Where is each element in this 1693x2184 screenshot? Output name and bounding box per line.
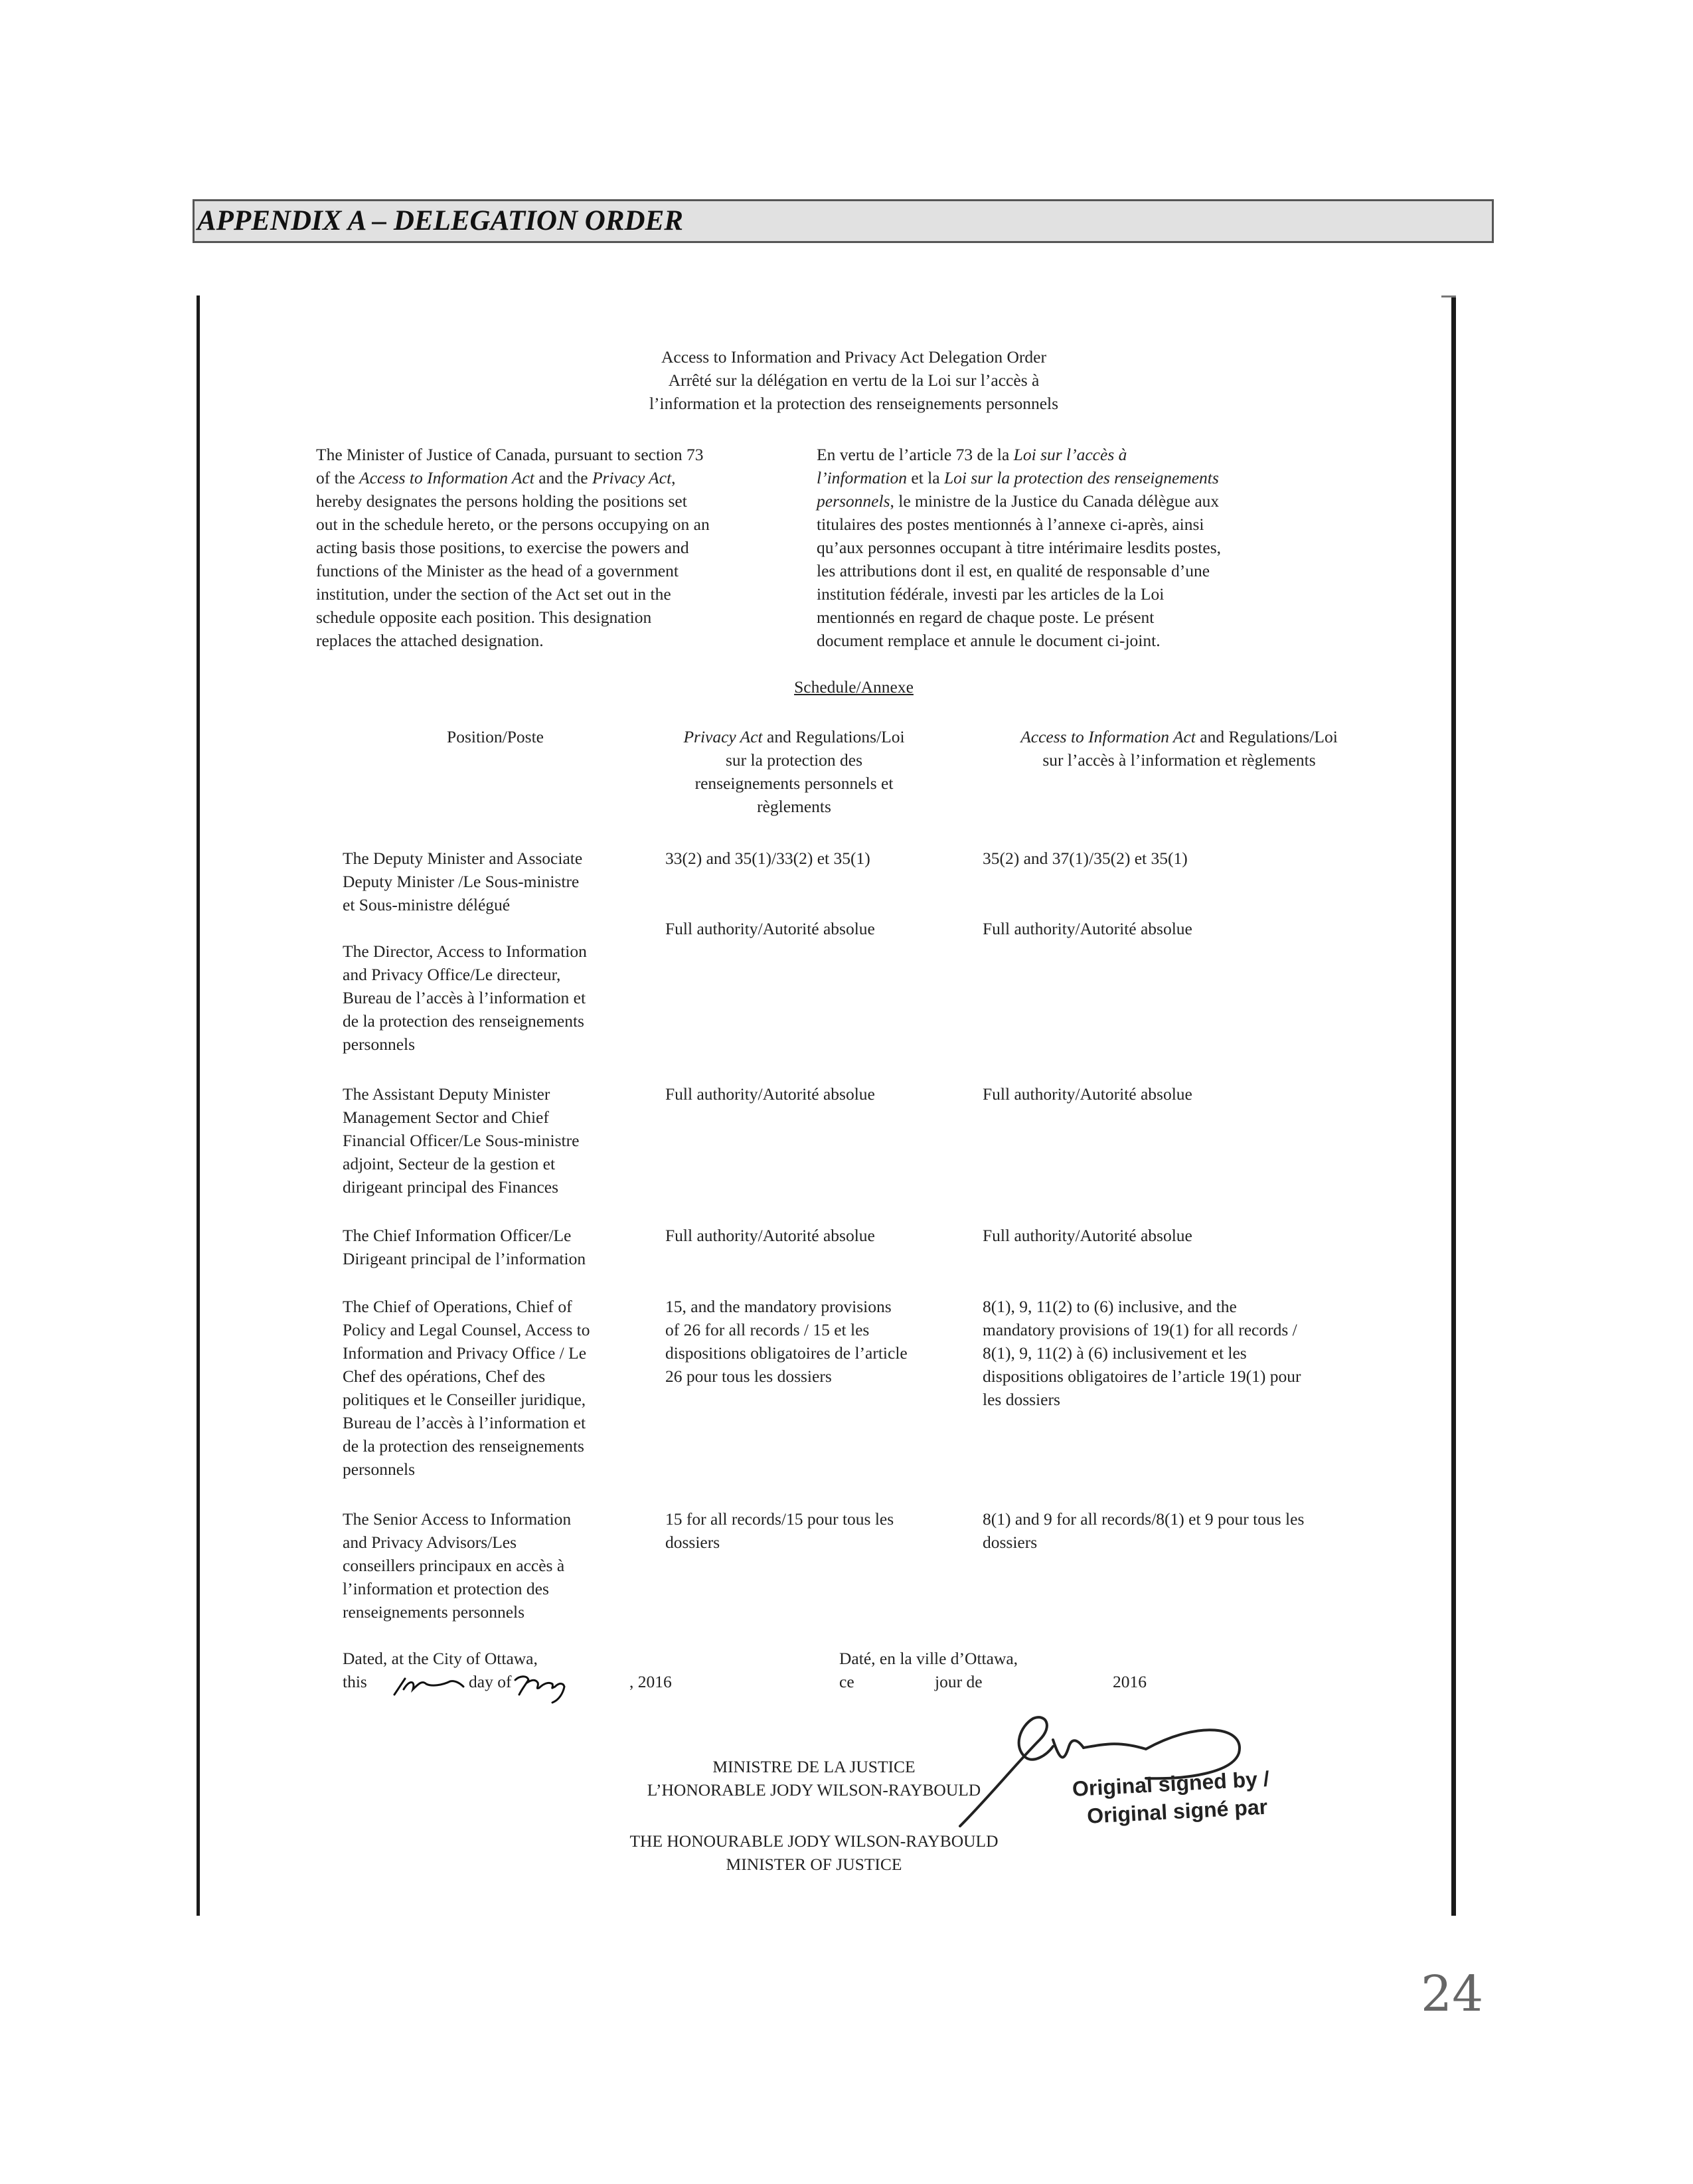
dated-en-line: Dated, at the City of Ottawa, (343, 1649, 538, 1668)
english-line-part: Privacy Act (592, 468, 672, 487)
header-privacy-line: sur la protection des (725, 750, 863, 770)
position-line: personnels (343, 1035, 416, 1054)
dated-fr-ce: ce (839, 1672, 854, 1691)
access-cell: Full authority/Autorité absolue (983, 919, 1192, 938)
signatory-title-fr: MINISTRE DE LA JUSTICE (712, 1757, 916, 1776)
english-line (316, 466, 676, 490)
privacy-cell: Full authority/Autorité absolue (665, 1226, 875, 1245)
access-cell: mandatory provisions of 19(1) for all records / (983, 1320, 1297, 1339)
position-line: Bureau de l’accès à l’information et (343, 988, 586, 1007)
header-privacy-part: and Regulations/Loi (762, 727, 905, 746)
header-privacy-line: renseignements personnels et (694, 774, 894, 793)
position-line: The Senior Access to Information (343, 1509, 572, 1529)
header-access-line: sur l’accès à l’information et règlements (1042, 750, 1316, 770)
scan-border-left (197, 295, 200, 1916)
position-line: The Deputy Minister and Associate (343, 849, 583, 868)
french-line (817, 489, 1219, 513)
french-line: mentionnés en regard de chaque poste. Le présent (817, 608, 1155, 627)
position-line: The Chief of Operations, Chief of (343, 1297, 572, 1316)
scan-border-right (1451, 295, 1456, 1916)
dated-en-year: , 2016 (629, 1672, 672, 1691)
access-cell: 8(1), 9, 11(2) to (6) inclusive, and the (983, 1297, 1237, 1316)
stamp-line-2: Original signé par (1086, 1794, 1268, 1828)
english-line: The Minister of Justice of Canada, pursuant to section 73 (316, 445, 704, 464)
position-line: conseillers principaux en accès à (343, 1556, 565, 1575)
privacy-cell: dispositions obligatoires de l’article (665, 1343, 908, 1363)
position-line: Financial Officer/Le Sous-ministre (343, 1131, 580, 1150)
position-line: et Sous-ministre délégué (343, 895, 511, 914)
position-line: de la protection des renseignements (343, 1011, 584, 1031)
dated-fr-year: 2016 (1113, 1672, 1147, 1691)
english-line-part: of the (316, 468, 360, 487)
header-privacy-part: Privacy Act (683, 727, 763, 746)
position-line: The Assistant Deputy Minister (343, 1084, 550, 1104)
access-cell: Full authority/Autorité absolue (983, 1084, 1192, 1104)
french-line: institution fédérale, investi par les articles de la Loi (817, 584, 1165, 604)
position-line: Information and Privacy Office / Le (343, 1343, 587, 1363)
position-line: adjoint, Secteur de la gestion et (343, 1154, 556, 1173)
english-line: acting basis those positions, to exercise the powers and (316, 538, 689, 557)
french-line: qu’aux personnes occupant à titre intérimaire lesdits postes, (817, 538, 1221, 557)
english-line-part: and the (534, 468, 592, 487)
access-cell: Full authority/Autorité absolue (983, 1226, 1192, 1245)
header-privacy-line (641, 725, 947, 749)
french-line: titulaires des postes mentionnés à l’annexe ci-après, ainsi (817, 515, 1204, 534)
position-line: Management Sector and Chief (343, 1108, 549, 1127)
position-line: Bureau de l’accès à l’information et (343, 1413, 586, 1432)
original-signed-stamp (1072, 1764, 1271, 1830)
appendix-title: APPENDIX A – DELEGATION ORDER (193, 199, 1494, 243)
access-cell: dossiers (983, 1533, 1038, 1552)
privacy-cell: of 26 for all records / 15 et les (665, 1320, 870, 1339)
english-line: institution, under the section of the Act set out in the (316, 584, 671, 604)
french-line-part: Loi sur l’accès à (1013, 445, 1127, 464)
position-line: de la protection des renseignements (343, 1436, 584, 1456)
signatory-title-en: MINISTER OF JUSTICE (726, 1855, 902, 1874)
position-line: Policy and Legal Counsel, Access to (343, 1320, 590, 1339)
privacy-cell: 26 pour tous les dossiers (665, 1367, 832, 1386)
access-cell: les dossiers (983, 1390, 1060, 1409)
signatory-name-fr: L’HONORABLE JODY WILSON-RAYBOULD (647, 1780, 981, 1800)
position-line: Chef des opérations, Chef des (343, 1367, 546, 1386)
position-line: Deputy Minister /Le Sous-ministre (343, 872, 580, 891)
french-line: document remplace et annule le document ci-joint. (817, 631, 1161, 650)
order-title-line-1: Access to Information and Privacy Act Delegation Order (661, 347, 1046, 367)
position-line: personnels (343, 1460, 416, 1479)
position-line: The Chief Information Officer/Le (343, 1226, 572, 1245)
access-cell: dispositions obligatoires de l’article 19(1) pour (983, 1367, 1301, 1386)
english-line: functions of the Minister as the head of a government (316, 561, 679, 580)
dated-en-this: this (343, 1672, 367, 1691)
dated-en-day-of: day of (469, 1672, 512, 1691)
privacy-cell: 33(2) and 35(1)/33(2) et 35(1) (665, 849, 870, 868)
privacy-cell: 15, and the mandatory provisions (665, 1297, 892, 1316)
position-line: l’information et protection des (343, 1579, 549, 1598)
english-line-part: Access to Information Act (359, 468, 534, 487)
scan-border-top (1441, 295, 1456, 297)
handwritten-date (389, 1660, 615, 1707)
header-position: Position/Poste (447, 727, 544, 746)
position-line: The Director, Access to Information (343, 942, 587, 961)
access-cell: 8(1) and 9 for all records/8(1) et 9 pour tous les (983, 1509, 1305, 1529)
dated-fr-jour-de: jour de (935, 1672, 983, 1691)
header-access-part: Access to Information Act (1020, 727, 1196, 746)
english-line: hereby designates the persons holding the positions set (316, 491, 687, 511)
french-line (817, 443, 1127, 467)
english-line: out in the schedule hereto, or the persons occupying on an (316, 515, 710, 534)
header-access-part: and Regulations/Loi (1195, 727, 1338, 746)
signatory-name-en: THE HONOURABLE JODY WILSON-RAYBOULD (629, 1831, 999, 1851)
privacy-cell: Full authority/Autorité absolue (665, 1084, 875, 1104)
header-privacy-line: règlements (757, 797, 831, 816)
privacy-cell: Full authority/Autorité absolue (665, 919, 875, 938)
french-line-part: En vertu de l’article 73 de la (817, 445, 1014, 464)
privacy-cell: 15 for all records/15 pour tous les (665, 1509, 894, 1529)
header-access-line (967, 725, 1392, 749)
order-title-line-2: Arrêté sur la délégation en vertu de la Loi sur l’accès à (668, 371, 1040, 390)
access-cell: 35(2) and 37(1)/35(2) et 35(1) (983, 849, 1188, 868)
dated-fr-line: Daté, en la ville d’Ottawa, (839, 1649, 1018, 1668)
position-line: and Privacy Advisors/Les (343, 1533, 517, 1552)
scanned-delegation-order (197, 295, 1458, 1919)
position-line: and Privacy Office/Le directeur, (343, 965, 561, 984)
english-line: replaces the attached designation. (316, 631, 544, 650)
french-line-part: Loi sur la protection des renseignements (943, 468, 1219, 487)
position-line: politiques et le Conseiller juridique, (343, 1390, 586, 1409)
english-line-part: , (671, 468, 676, 487)
french-line-part: , le ministre de la Justice du Canada délègue aux (890, 491, 1220, 511)
french-line-part: et la (907, 468, 944, 487)
english-line: schedule opposite each position. This designation (316, 608, 652, 627)
privacy-cell: dossiers (665, 1533, 720, 1552)
french-line: les attributions dont il est, en qualité de responsable d’une (817, 561, 1210, 580)
french-line-part: l’information (817, 468, 908, 487)
french-line-part: personnels (817, 491, 890, 511)
stamp-line-1: Original signed by / (1072, 1766, 1270, 1801)
position-line: renseignements personnels (343, 1602, 525, 1622)
page-number: 24 (1421, 1966, 1484, 2023)
order-title-line-3: l’information et la protection des renseignements personnels (649, 394, 1059, 413)
schedule-title: Schedule/Annexe (794, 677, 914, 697)
position-line: Dirigeant principal de l’information (343, 1249, 586, 1268)
access-cell: 8(1), 9, 11(2) à (6) inclusivement et les (983, 1343, 1247, 1363)
french-line (817, 466, 1219, 490)
position-line: dirigeant principal des Finances (343, 1177, 559, 1197)
